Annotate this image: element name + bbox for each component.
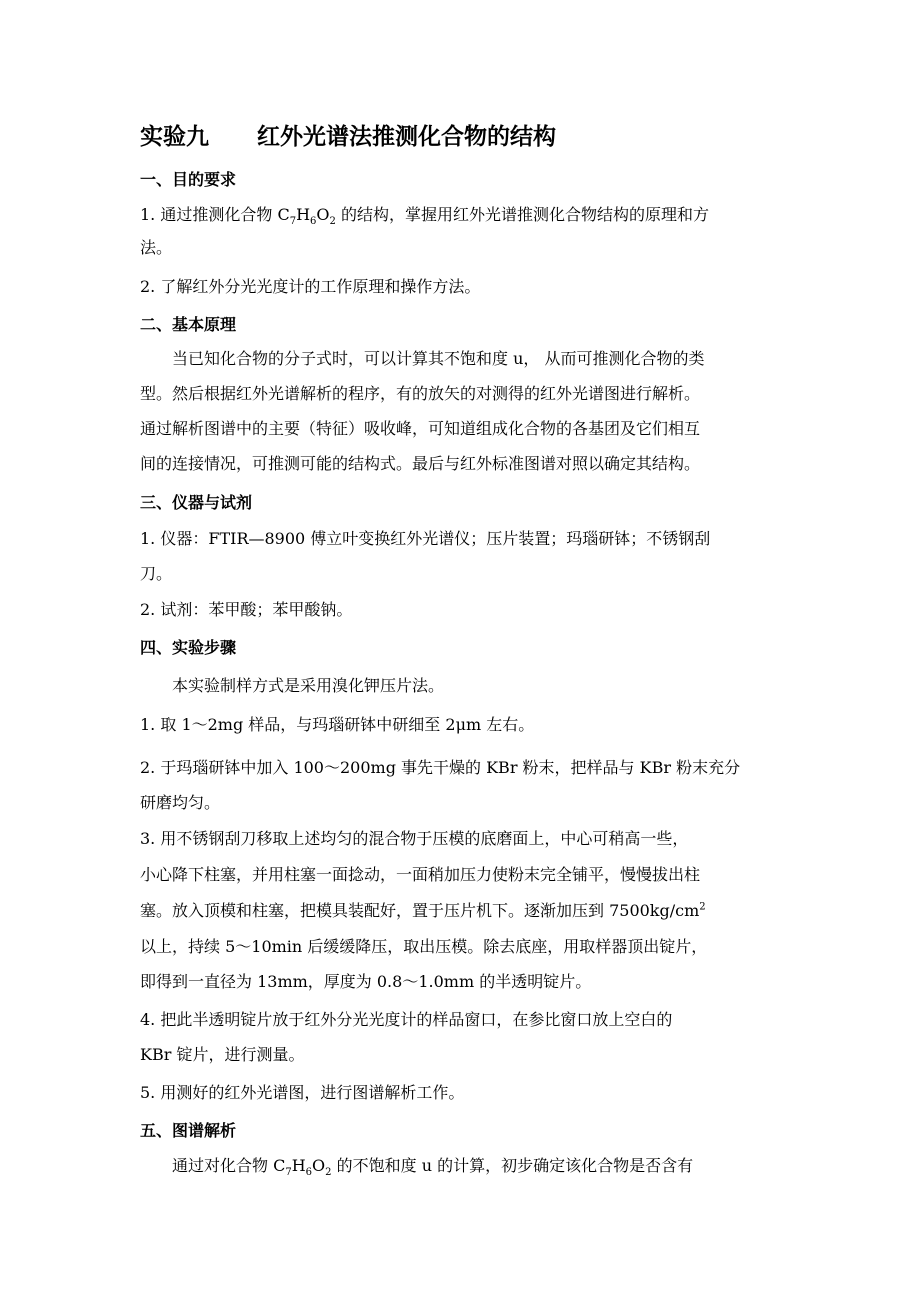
procedure-step-3-line-5: 即得到一直径为 13mm，厚度为 0.8～1.0mm 的半透明锭片。: [140, 972, 592, 991]
procedure-step-3-line-1: 3. 用不锈钢刮刀移取上述均匀的混合物于压模的底磨面上，中心可稍高一些，: [140, 829, 689, 848]
title-experiment-number: 实验九: [140, 124, 209, 150]
principle-line-4: 间的连接情况，可推测可能的结构式。最后与红外标准图谱对照以确定其结构。: [140, 454, 701, 473]
section-heading-instruments: 三、仪器与试剂: [140, 493, 253, 512]
principle-line-2: 型。然后根据红外光谱解析的程序，有的放矢的对测得的红外光谱图进行解析。: [140, 384, 701, 403]
analysis-line-1: 通过对化合物 $C_7H_6O_2$ 的不饱和度 u 的计算，初步确定该化合物是否含有: [172, 1156, 694, 1179]
procedure-step-1: 1. 取 1～2mg 样品，与玛瑙研钵中研细至 2μm 左右。: [140, 715, 535, 734]
title-experiment-name: 红外光谱法推测化合物的结构: [257, 124, 556, 150]
procedure-step-3-line-3: 塞。放入顶模和柱塞，把模具装配好，置于压片机下。逐渐加压到 $7500kg/cm^2$: [140, 901, 706, 920]
procedure-step-5: 5. 用测好的红外光谱图，进行图谱解析工作。: [140, 1083, 465, 1102]
procedure-step-3-line-4: 以上，持续 5～10min 后缓缓降压，取出压模。除去底座，用取样器顶出锭片，: [140, 937, 708, 956]
procedure-step-2-line-2: 研磨均匀。: [140, 793, 221, 812]
procedure-step-4-line-2: KBr 锭片，进行测量。: [140, 1045, 305, 1064]
procedure-intro: 本实验制样方式是采用溴化钾压片法。: [172, 676, 445, 695]
instruments-line-1: 1. 仪器：FTIR—8900 傅立叶变换红外光谱仪；压片装置；玛瑙研钵；不锈钢刮: [140, 529, 711, 548]
objective-2: 2. 了解红外分光光度计的工作原理和操作方法。: [140, 277, 481, 296]
section-heading-objectives: 一、目的要求: [140, 170, 237, 189]
objective-1-line-2: 法。: [140, 238, 173, 257]
instruments-line-2: 刀。: [140, 564, 173, 583]
section-heading-spectrum-analysis: 五、图谱解析: [140, 1121, 237, 1140]
procedure-step-2-line-1: 2. 于玛瑙研钵中加入 100～200mg 事先干燥的 KBr 粉末，把样品与 KBr 粉末充分: [140, 758, 741, 777]
page-title: [140, 119, 800, 155]
reagents-line: 2. 试剂：苯甲酸；苯甲酸钠。: [140, 600, 353, 619]
procedure-step-3-line-2: 小心降下柱塞，并用柱塞一面捻动，一面稍加压力使粉末完全铺平，慢慢拔出柱: [140, 865, 701, 884]
objective-1-line-1: 1. 通过推测化合物 $C_7H_6O_2$ 的结构，掌握用红外光谱推测化合物结构的原理和方: [140, 205, 709, 228]
procedure-step-4-line-1: 4. 把此半透明锭片放于红外分光光度计的样品窗口，在参比窗口放上空白的: [140, 1010, 673, 1029]
section-heading-principle: 二、基本原理: [140, 315, 237, 334]
principle-line-1: 当已知化合物的分子式时，可以计算其不饱和度 u， 从而可推测化合物的类: [172, 349, 705, 368]
principle-line-3: 通过解析图谱中的主要（特征）吸收峰，可知道组成化合物的各基团及它们相互: [140, 419, 701, 438]
section-heading-procedure: 四、实验步骤: [140, 638, 237, 657]
